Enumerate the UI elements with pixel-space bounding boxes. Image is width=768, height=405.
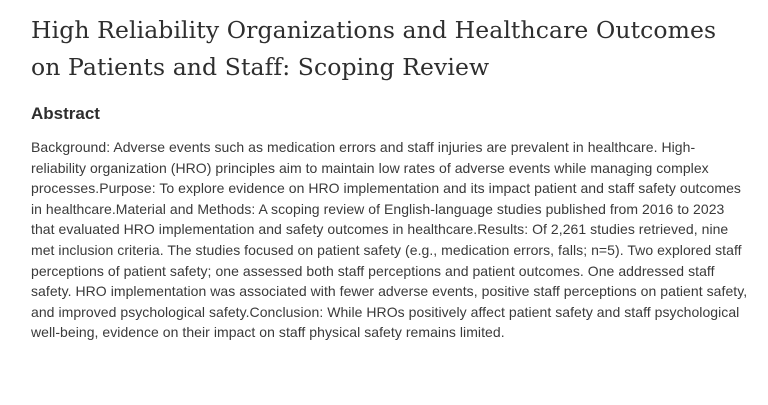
abstract-body: Background: Adverse events such as medication errors and staff injuries are prevalent in healthcare. High-reliability organization (HRO) principles aim to maintain low rates of adverse events while managing complex processes.Purpose: To explore evidence on HRO implementation and its impact patient and staff safety outcomes in healthcare.Material and Methods: A scoping review of English-language studies published from 2016 to 2023 that evaluated HRO implementation and safety outcomes in healthcare.Results: Of 2,261 studies retrieved, nine met inclusion criteria. The studies focused on patient safety (e.g., medication errors, falls; n=5). Two explored staff perceptions of patient safety; one assessed both staff perceptions and patient outcomes. One addressed staff safety. HRO implementation was associated with fewer adverse events, positive staff perceptions on patient safety, and improved psychological safety.Conclusion: While HROs positively affect patient safety and staff psychological well-being, evidence on their impact on staff physical safety remains limited. xyxy=(31,139,748,341)
abstract-heading: Abstract xyxy=(31,104,100,123)
article-title: High Reliability Organizations and Healthcare Outcomes on Patients and Staff: Scoping Review xyxy=(31,16,717,81)
